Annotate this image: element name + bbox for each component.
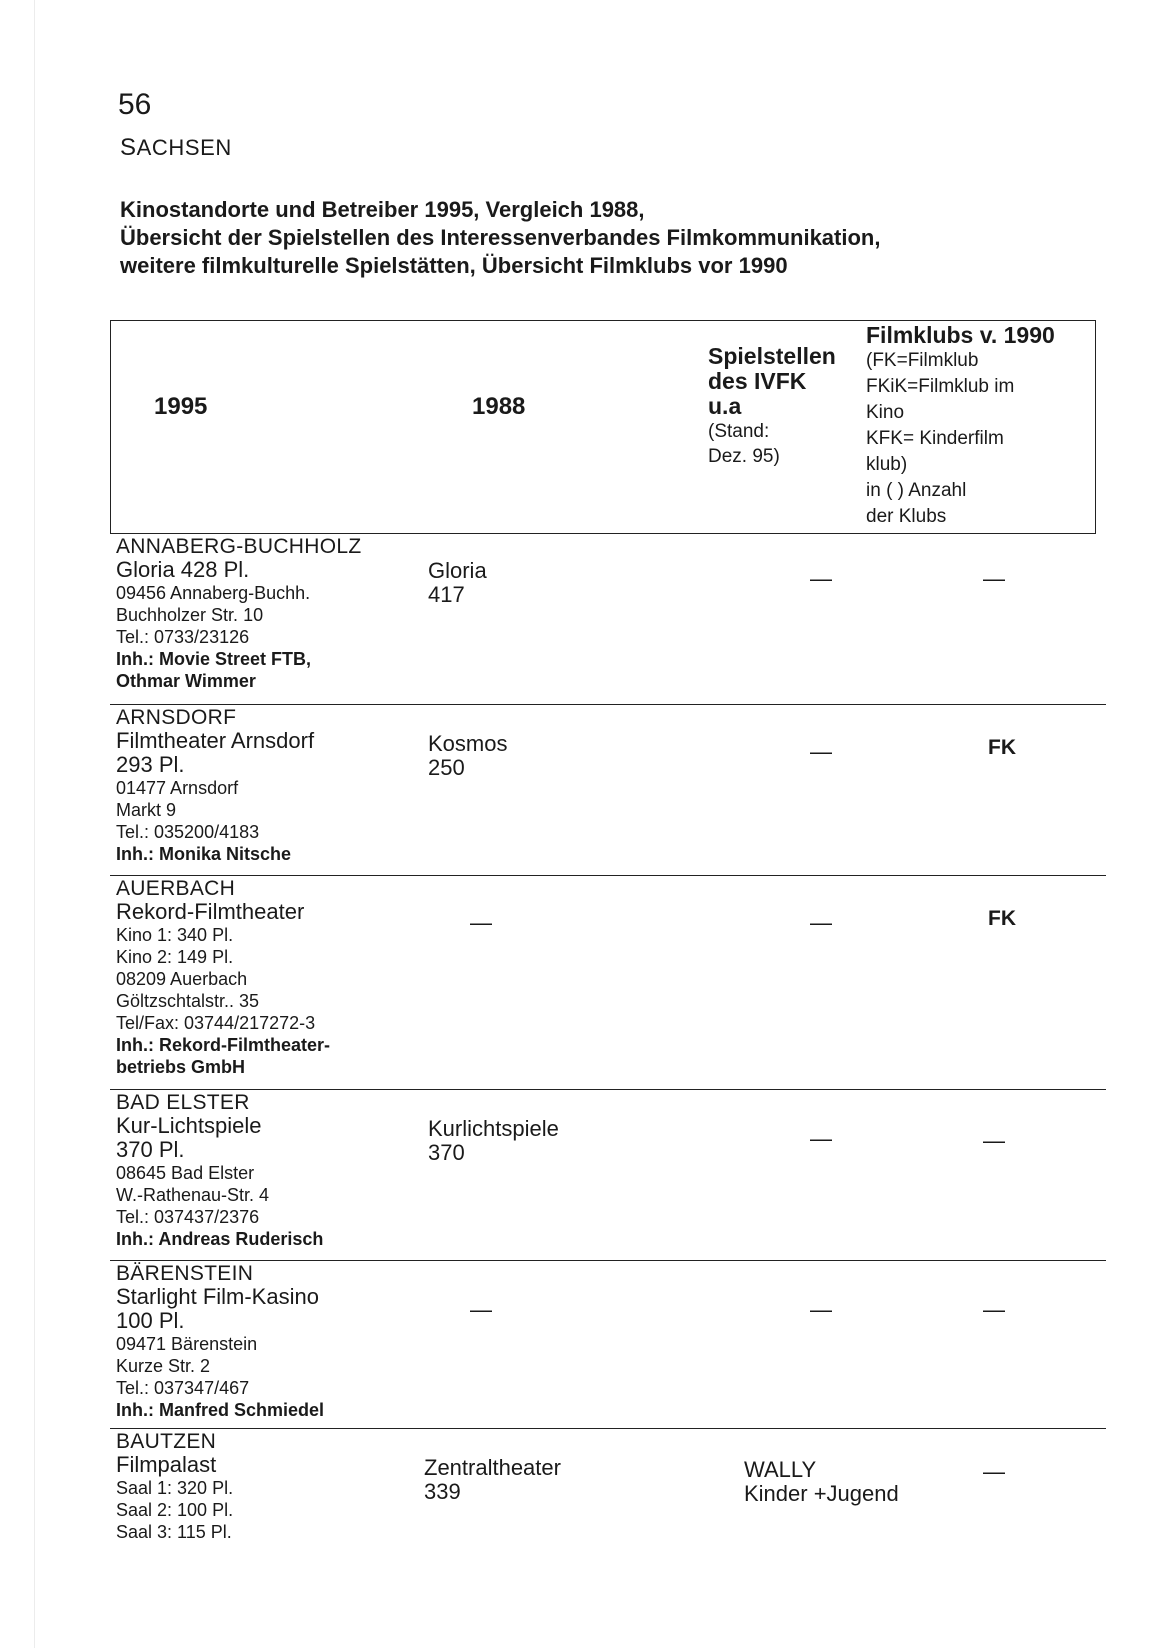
table-row [110, 1262, 1096, 1429]
ivfk-cell: — [810, 1297, 832, 1322]
cinema-1995-cell [116, 535, 416, 692]
ivfk-cell: — [810, 1126, 832, 1151]
cinema-1988-name: Zentraltheater [424, 1455, 561, 1480]
screen-line: Kino 1: 340 Pl. [116, 925, 234, 945]
town-name: AUERBACH [116, 877, 236, 900]
cinema-1988-cell [428, 732, 688, 780]
ivfk-cell [744, 1458, 984, 1506]
cinema-1988-seats: 339 [424, 1479, 461, 1504]
address-line: 09471 Bärenstein [116, 1334, 258, 1354]
address-line: 08209 Auerbach [116, 969, 248, 989]
phone-line: Tel.: 0733/23126 [116, 627, 250, 647]
cinema-seats: 100 Pl. [116, 1308, 185, 1333]
address-line: Buchholzer Str. 10 [116, 605, 264, 625]
cinema-name: Filmpalast [116, 1452, 217, 1477]
cinema-name: Filmtheater Arnsdorf [116, 728, 315, 753]
address-line: Kurze Str. 2 [116, 1356, 211, 1376]
column-header-filmklubs [866, 322, 1055, 530]
ivfk-venue: WALLY [744, 1457, 817, 1482]
filmklubs-note-line: klub) [866, 454, 908, 475]
owner-line: Othmar Wimmer [116, 671, 256, 691]
filmklubs-note-line: KFK= Kinderfilm [866, 428, 1004, 449]
table-row [110, 1430, 1096, 1560]
cinema-1988-seats: 370 [428, 1140, 465, 1165]
cinema-name: Kur-Lichtspiele [116, 1113, 262, 1138]
town-name: ANNABERG-BUCHHOLZ [116, 535, 362, 558]
table-row [110, 877, 1096, 1090]
cinema-1988-cell [428, 559, 688, 607]
ivfk-title-line: Spielstellen [708, 343, 836, 369]
table-row [110, 1091, 1096, 1261]
owner-line: betriebs GmbH [116, 1057, 246, 1077]
owner-line: Inh.: Rekord-Filmtheater- [116, 1035, 331, 1055]
page-number: 56 [118, 88, 152, 121]
ivfk-venue-note: Kinder +Jugend [744, 1481, 899, 1506]
ivfk-title-line: des IVFK [708, 368, 807, 394]
address-line: W.-Rathenau-Str. 4 [116, 1185, 270, 1205]
row-divider [110, 1428, 1106, 1430]
cinema-name: Rekord-Filmtheater [116, 899, 305, 924]
table-row [110, 706, 1096, 876]
ivfk-cell: — [810, 910, 832, 935]
filmklubs-note-line: FKiK=Filmklub im [866, 376, 1015, 397]
filmklubs-note-line: (FK=Filmklub [866, 350, 979, 371]
cinema-name: Starlight Film-Kasino [116, 1284, 319, 1309]
address-line: 09456 Annaberg-Buchh. [116, 583, 311, 603]
screen-line: Saal 2: 100 Pl. [116, 1500, 234, 1520]
cinema-seats: 370 Pl. [116, 1137, 185, 1162]
address-line: 01477 Arnsdorf [116, 778, 239, 798]
cinema-1995-cell [116, 1262, 416, 1421]
section-title-initial: S [120, 134, 137, 161]
cinema-1988-name: Gloria [428, 558, 487, 583]
cinema-1988-cell [424, 1456, 684, 1504]
filmklub-cell: — [983, 1297, 1005, 1322]
phone-line: Tel/Fax: 03744/217272-3 [116, 1013, 316, 1033]
cinema-1995-cell [116, 1430, 416, 1543]
ivfk-note-line: (Stand: [708, 421, 770, 442]
filmklub-cell: FK [988, 907, 1016, 930]
row-divider [110, 1260, 1106, 1262]
cinema-1988-name: Kurlichtspiele [428, 1116, 559, 1141]
column-header-ivfk [708, 344, 836, 469]
filmklub-cell: — [983, 566, 1005, 591]
address-line: Göltzschtalstr.. 35 [116, 991, 260, 1011]
town-name: BÄRENSTEIN [116, 1262, 254, 1285]
cinema-1988-cell: — [470, 1297, 492, 1322]
page-edge [34, 0, 35, 1648]
cinema-1995-cell [116, 877, 416, 1078]
town-name: BAUTZEN [116, 1430, 217, 1453]
headline-line: Übersicht der Spielstellen des Interessenverbandes Filmkommunikation, [120, 225, 881, 250]
town-name: BAD ELSTER [116, 1091, 250, 1114]
screen-line: Saal 1: 320 Pl. [116, 1478, 234, 1498]
filmklubs-title: Filmklubs v. 1990 [866, 322, 1055, 348]
owner-line: Inh.: Monika Nitsche [116, 844, 292, 864]
headline-line: weitere filmkulturelle Spielstätten, Übersicht Filmklubs vor 1990 [120, 253, 788, 278]
cinema-1995-cell [116, 1091, 416, 1250]
ivfk-title-line: u.a [708, 393, 742, 419]
address-line: Markt 9 [116, 800, 177, 820]
filmklub-cell: — [983, 1128, 1005, 1153]
row-divider [110, 704, 1106, 706]
cinema-1995-cell [116, 706, 416, 865]
town-name: ARNSDORF [116, 706, 237, 729]
cinema-1988-seats: 250 [428, 755, 465, 780]
column-header-1988: 1988 [472, 393, 526, 420]
headline-line: Kinostandorte und Betreiber 1995, Vergleich 1988, [120, 197, 645, 222]
headline [120, 196, 1020, 280]
filmklubs-note-line: Kino [866, 402, 905, 423]
cinema-1988-name: Kosmos [428, 731, 508, 756]
phone-line: Tel.: 037437/2376 [116, 1207, 260, 1227]
filmklubs-note-line: der Klubs [866, 506, 947, 527]
owner-line: Inh.: Movie Street FTB, [116, 649, 312, 669]
column-header-1995: 1995 [154, 393, 208, 420]
ivfk-cell: — [810, 566, 832, 591]
screen-line: Kino 2: 149 Pl. [116, 947, 234, 967]
row-divider [110, 875, 1106, 877]
cinema-1988-cell [428, 1117, 688, 1165]
filmklubs-note-line: in ( ) Anzahl [866, 480, 967, 501]
filmklub-cell: FK [988, 736, 1016, 759]
section-title [120, 134, 232, 162]
address-line: 08645 Bad Elster [116, 1163, 255, 1183]
table-row [110, 535, 1096, 705]
row-divider [110, 1089, 1106, 1091]
cinema-1988-seats: 417 [428, 582, 465, 607]
filmklub-cell: — [983, 1459, 1005, 1484]
section-title-rest: ACHSEN [136, 135, 232, 160]
owner-line: Inh.: Andreas Ruderisch [116, 1229, 324, 1249]
phone-line: Tel.: 035200/4183 [116, 822, 260, 842]
phone-line: Tel.: 037347/467 [116, 1378, 250, 1398]
ivfk-note-line: Dez. 95) [708, 446, 780, 467]
owner-line: Inh.: Manfred Schmiedel [116, 1400, 325, 1420]
screen-line: Saal 3: 115 Pl. [116, 1522, 232, 1542]
ivfk-cell: — [810, 739, 832, 764]
cinema-seats: 293 Pl. [116, 752, 185, 777]
cinema-name: Gloria 428 Pl. [116, 557, 250, 582]
cinema-1988-cell: — [470, 910, 492, 935]
